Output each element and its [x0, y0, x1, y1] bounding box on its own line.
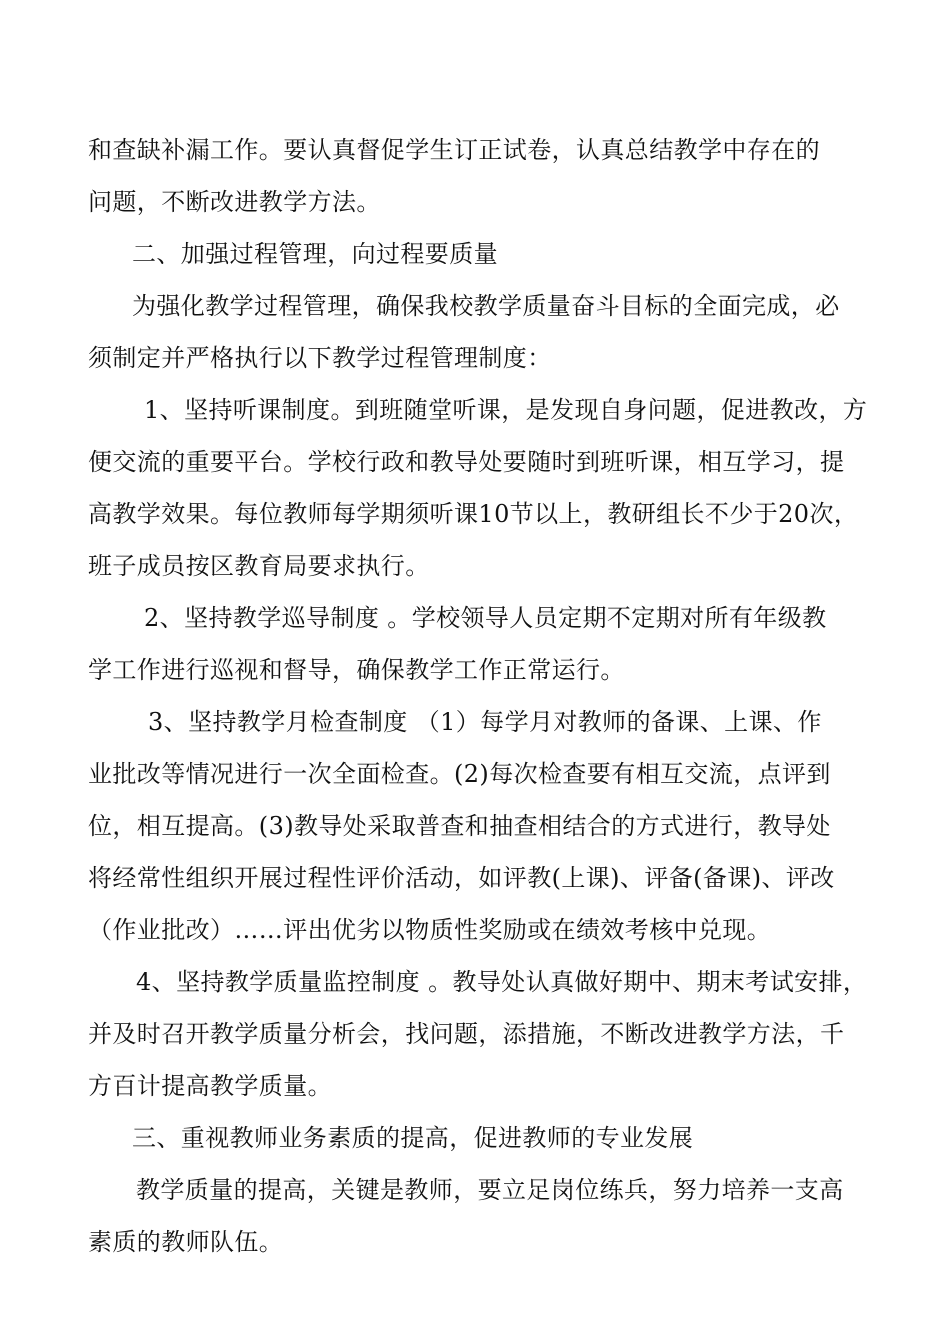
paragraph-line: 高教学效果。每位教师每学期须听课10节以上，教研组长不少于20次， [88, 500, 859, 528]
section-heading: 三、重视教师业务素质的提高，促进教师的专业发展 [132, 1124, 694, 1152]
document-page [88, 124, 868, 1268]
paragraph-line: 1、坚持听课制度。到班随堂听课，是发现自身问题，促进教改，方 [144, 396, 868, 424]
paragraph-line: 素质的教师队伍。 [88, 1228, 284, 1256]
paragraph-line: 教学质量的提高，关键是教师，要立足岗位练兵，努力培养一支高 [136, 1176, 844, 1204]
paragraph-line: 方百计提高教学质量。 [88, 1072, 332, 1100]
paragraph-line: 问题，不断改进教学方法。 [88, 188, 381, 216]
paragraph-line: 位，相互提高。(3)教导处采取普查和抽查相结合的方式进行，教导处 [88, 812, 831, 840]
paragraph-line: 班子成员按区教育局要求执行。 [88, 552, 430, 580]
paragraph-line: 4、坚持教学质量监控制度 。教导处认真做好期中、期末考试安排， [136, 968, 868, 996]
paragraph-line: 和查缺补漏工作。要认真督促学生订正试卷，认真总结教学中存在的 [88, 136, 820, 164]
paragraph-line: 业批改等情况进行一次全面检查。(2)每次检查要有相互交流，点评到 [88, 760, 831, 788]
paragraph-line: 3、坚持教学月检查制度 （1）每学月对教师的备课、上课、作 [148, 708, 822, 736]
paragraph-line: 学工作进行巡视和督导，确保教学工作正常运行。 [88, 656, 625, 684]
section-heading: 二、加强过程管理，向过程要质量 [132, 240, 498, 268]
paragraph-line: 并及时召开教学质量分析会，找问题，添措施，不断改进教学方法，千 [88, 1020, 845, 1048]
paragraph-line: 为强化教学过程管理，确保我校教学质量奋斗目标的全面完成，必 [132, 292, 840, 320]
paragraph-line: （作业批改）……评出优劣以物质性奖励或在绩效考核中兑现。 [88, 916, 772, 944]
paragraph-line: 便交流的重要平台。学校行政和教导处要随时到班听课，相互学习，提 [88, 448, 845, 476]
paragraph-line: 2、坚持教学巡导制度 。学校领导人员定期不定期对所有年级教 [144, 604, 827, 632]
paragraph-line: 须制定并严格执行以下教学过程管理制度： [88, 344, 552, 372]
paragraph-line: 将经常性组织开展过程性评价活动，如评教(上课)、评备(备课)、评改 [88, 864, 835, 892]
